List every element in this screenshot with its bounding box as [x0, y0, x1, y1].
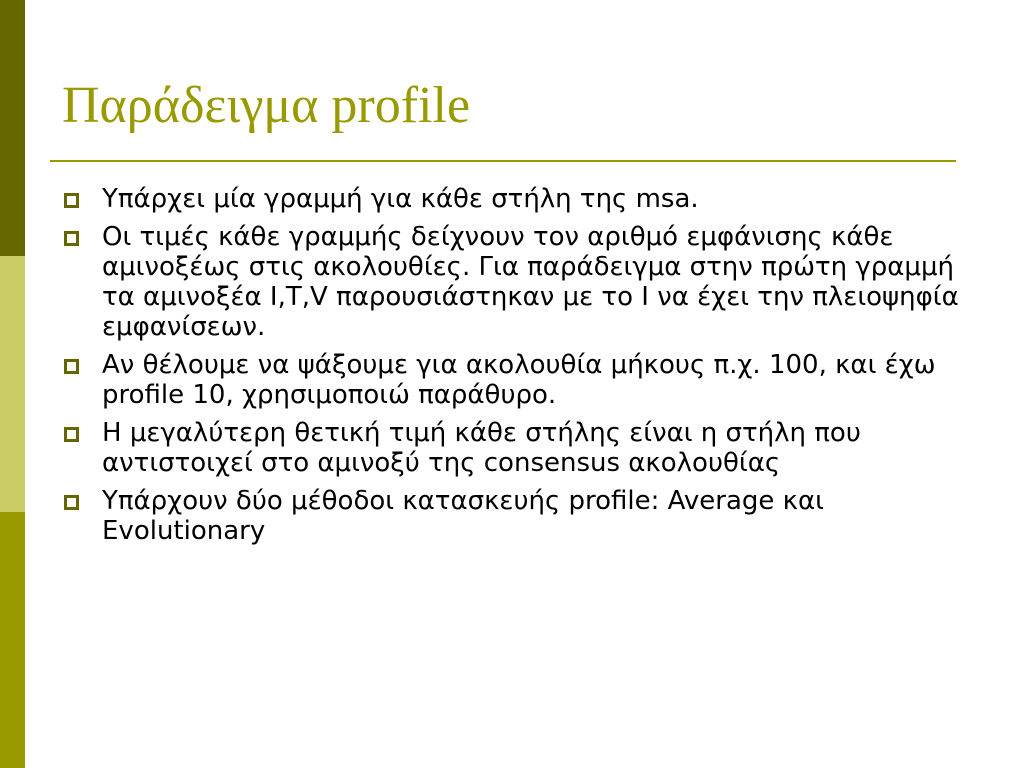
- bullet-item: [62, 184, 962, 214]
- bullet-list: [62, 184, 962, 554]
- bullet-item: [62, 350, 962, 410]
- bullet-text: Αν θέλουμε να ψάξουμε για ακολουθία μήκους π.χ. 100, και έχω profile 10, χρησιμοποιώ παράθυρο.: [102, 350, 936, 410]
- sidebar-top-block: [0, 0, 25, 256]
- hollow-square-bullet-icon: [64, 193, 79, 208]
- title-divider: [50, 160, 956, 162]
- bullet-item: [62, 222, 962, 342]
- bullet-text: Οι τιμές κάθε γραμμής δείχνουν τον αριθμό εμφάνισης κάθε αμινοξέως στις ακολουθίες. Για παράδειγμα στην πρώτη γραμμή τα αμινοξέα Ι,Τ,V παρουσιάστηκαν με το Ι να έχει την πλειοψηφία εμφανίσεων.: [102, 222, 959, 342]
- bullet-text: Υπάρχουν δύο μέθοδοι κατασκευής profile: Average και Evolutionary: [102, 486, 824, 546]
- hollow-square-bullet-icon: [64, 359, 79, 374]
- bullet-item: [62, 486, 962, 546]
- decorative-sidebar: [0, 0, 25, 768]
- slide-title: Παράδειγμα profile: [62, 77, 471, 134]
- bullet-item: [62, 418, 962, 478]
- hollow-square-bullet-icon: [64, 427, 79, 442]
- bullet-text: Υπάρχει μία γραμμή για κάθε στήλη της msa.: [102, 184, 699, 214]
- bullet-text: Η μεγαλύτερη θετική τιμή κάθε στήλης είναι η στήλη που αντιστοιχεί στο αμινοξύ της consensus ακολουθίας: [102, 418, 861, 478]
- hollow-square-bullet-icon: [64, 231, 79, 246]
- hollow-square-bullet-icon: [64, 495, 79, 510]
- sidebar-middle-block: [0, 256, 25, 512]
- sidebar-bottom-block: [0, 512, 25, 768]
